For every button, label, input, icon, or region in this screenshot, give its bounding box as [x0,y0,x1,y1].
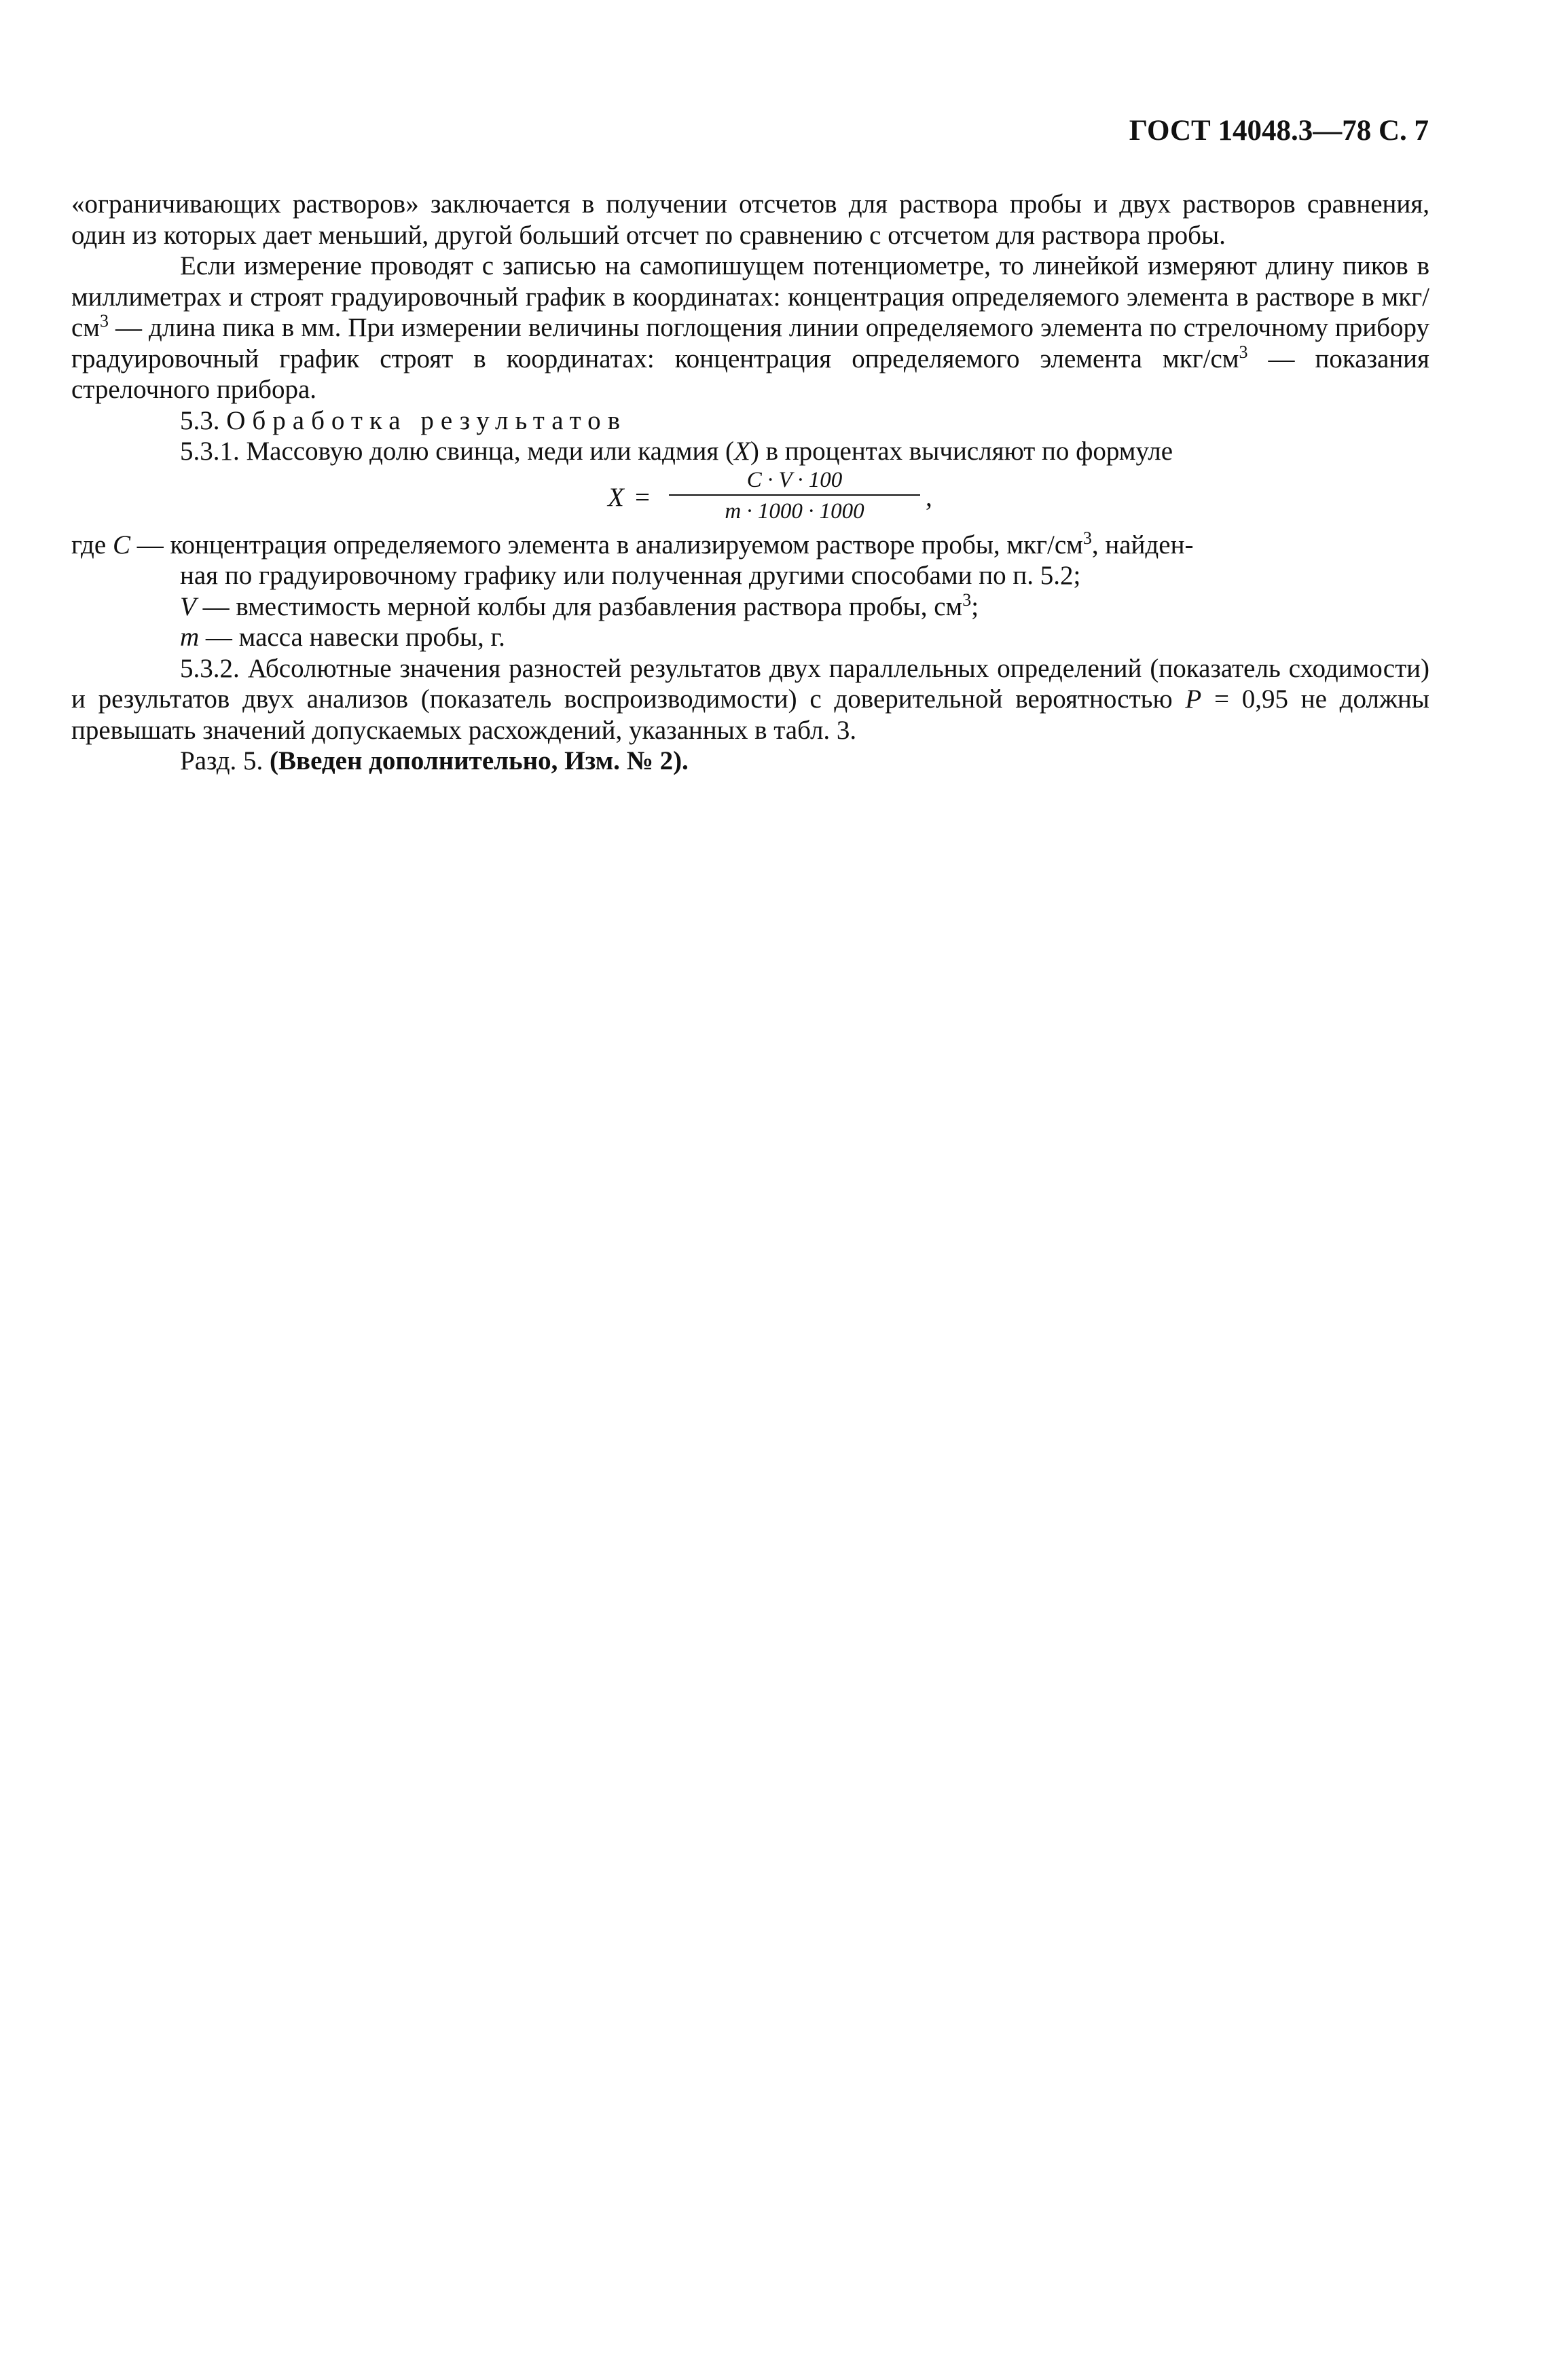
formula-comma: , [926,482,932,512]
where-c-continuation: ная по градуировочному графику или полученная другими способами по п. 5.2; [180,561,1081,590]
formula-lhs: X [608,482,624,512]
formula-fraction [669,467,920,524]
paragraph-calibration: Если измерение проводят с записью на самопишущем потенциометре, то линейкой измеряют длину пиков в миллиметрах и строят градуировочный график в координатах: концентрация определяемого элемента в растворе в мкг/$см^3$ — длина пика в мм. При измерении величины поглощения линии определяемого элемента по стрелочному прибору градуировочный график строят в координатах: концентрация определяемого элемента мкг/$см^3$ — показания стрелочного прибора. [71,251,1429,404]
where-v-definition: V — вместимость мерной колбы для разбавления раствора пробы, $см^3$; [180,589,979,621]
where-c-definition: где C — концентрация определяемого элемента в анализируемом растворе пробы, мкг/$см^3$, найден- [71,528,1194,560]
formula-equals: = [635,482,650,512]
page-header: ГОСТ 14048.3—78 С. 7 [1129,115,1429,147]
amendment-note: Разд. 5. (Введен дополнительно, Изм. № 2). [180,746,689,775]
mass-fraction-formula [71,467,1429,530]
document-body [71,189,1429,777]
formula-numerator: C · V · 100 [669,467,920,496]
formula-denominator: m · 1000 · 1000 [725,498,864,524]
paragraph-5-3-1: 5.3.1. Массовую долю свинца, меди или кадмия (X) в процентах вычисляют по формуле [180,437,1173,466]
where-m-definition: m — масса навески пробы, г. [180,623,505,652]
paragraph-limiting-solutions: «ограничивающих растворов» заключается в получении отсчетов для раствора пробы и двух растворов сравнения, один из которых дает меньший, другой больший отсчет по сравнению с отсчетом для раствора пробы. [71,189,1429,250]
section-heading-5-3: 5.3. Обработка результатов [180,405,627,435]
paragraph-5-3-2: 5.3.2. Абсолютные значения разностей результатов двух параллельных определений (показатель сходимости) и результатов двух анализов (показатель воспроизводимости) с доверительной вероятностью P = 0,95 не должны превышать значений допускаемых расхождений, указанных в табл. 3. [71,653,1429,745]
